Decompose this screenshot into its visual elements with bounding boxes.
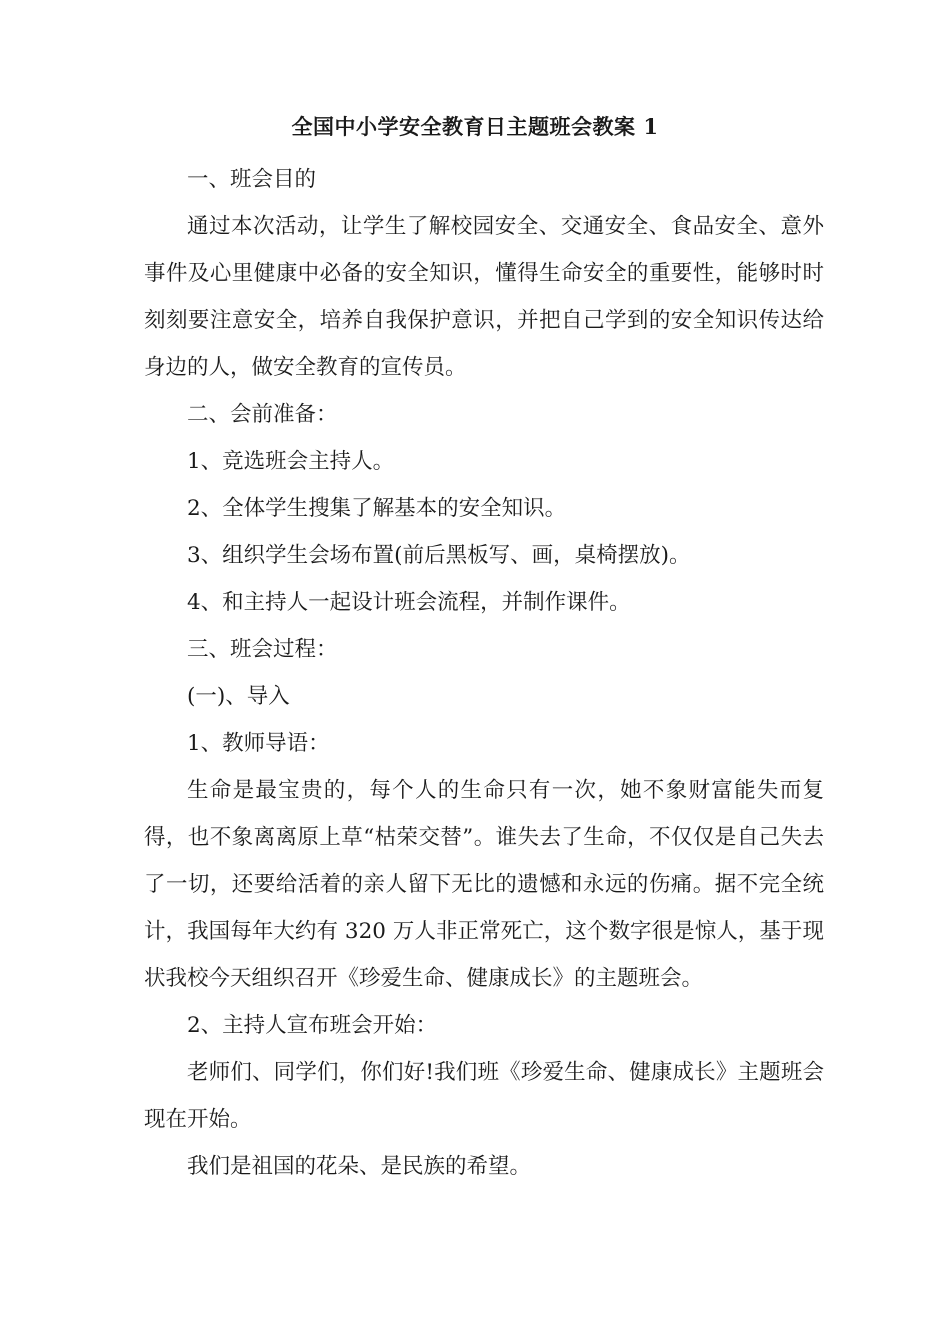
section-heading-process: 三、班会过程： bbox=[187, 637, 338, 662]
document-title: 全国中小学安全教育日主题班会教案 1 bbox=[291, 114, 659, 139]
list-item: 2、全体学生搜集了解基本的安全知识。 bbox=[187, 496, 567, 521]
list-item: 3、组织学生会场布置(前后黑板写、画，桌椅摆放)。 bbox=[187, 543, 691, 568]
list-item: 2、主持人宣布班会开始： bbox=[187, 1013, 438, 1038]
list-item: 4、和主持人一起设计班会流程，并制作课件。 bbox=[187, 590, 631, 615]
section-heading-preparation: 二、会前准备： bbox=[187, 402, 338, 427]
subsection-heading-intro: (一)、导入 bbox=[187, 684, 290, 709]
list-item: 1、教师导语： bbox=[187, 731, 330, 756]
document-body bbox=[144, 156, 824, 1190]
paragraph-host-opening: 老师们、同学们，你们好!我们班《珍爱生命、健康成长》主题班会现在开始。 bbox=[144, 1060, 824, 1132]
section-heading-purpose: 一、班会目的 bbox=[187, 167, 317, 192]
paragraph-closing: 我们是祖国的花朵、是民族的希望。 bbox=[187, 1154, 532, 1179]
paragraph-teacher-intro: 生命是最宝贵的，每个人的生命只有一次，她不象财富能失而复得，也不象离离原上草“枯荣交替”。谁失去了生命，不仅仅是自己失去了一切，还要给活着的亲人留下无比的遗憾和永远的伤痛。据不完全统计，我国每年大约有 320 万人非正常死亡，这个数字很是惊人，基于现状我校今天组织召开《珍爱生命、健康成长》的主题班会。 bbox=[144, 778, 824, 991]
paragraph-purpose: 通过本次活动，让学生了解校园安全、交通安全、食品安全、意外事件及心里健康中必备的安全知识，懂得生命安全的重要性，能够时时刻刻要注意安全，培养自我保护意识，并把自己学到的安全知识传达给身边的人，做安全教育的宣传员。 bbox=[144, 214, 824, 380]
list-item: 1、竞选班会主持人。 bbox=[187, 449, 395, 474]
